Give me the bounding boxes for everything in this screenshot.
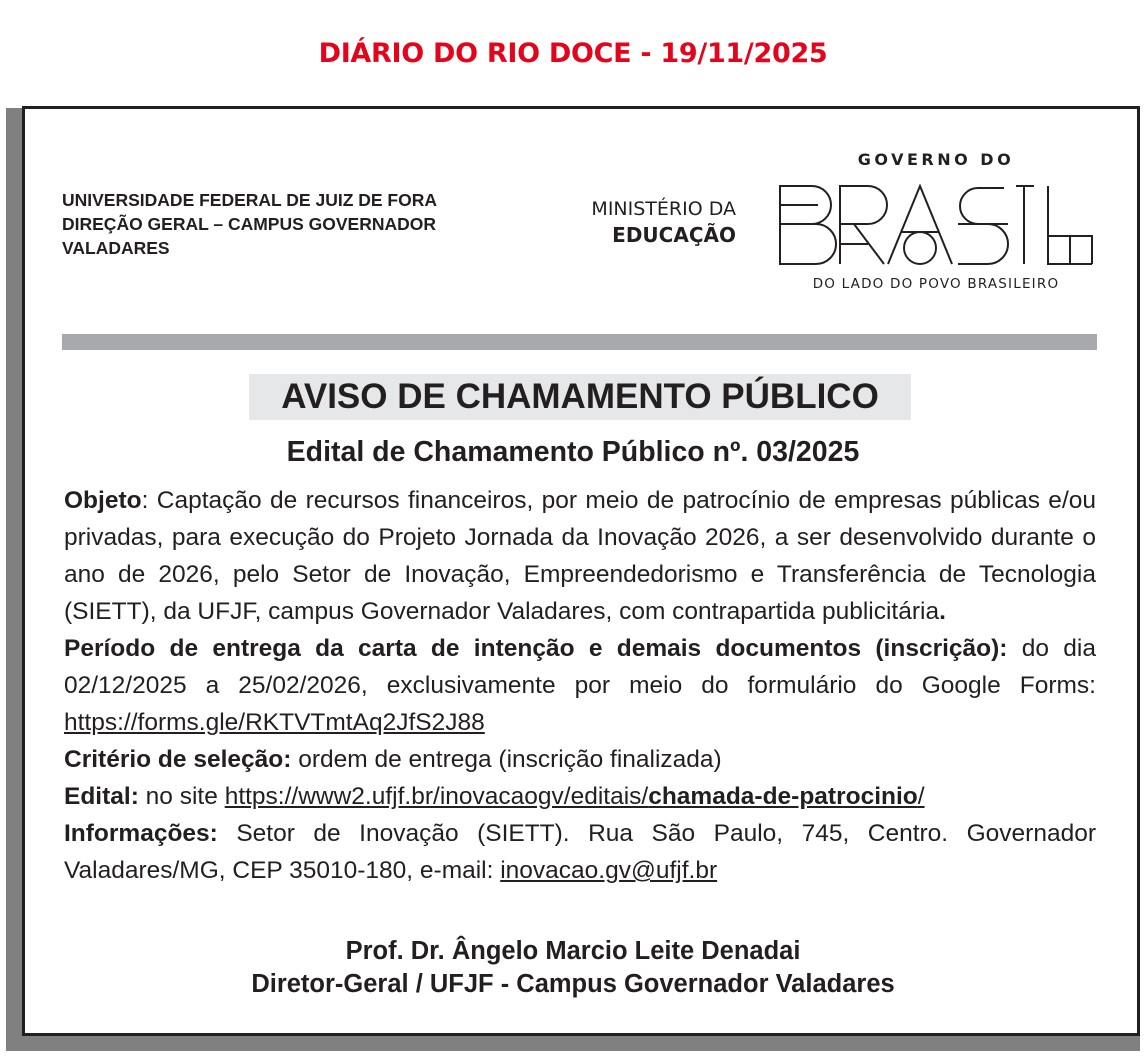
info-label: Informações:	[64, 820, 218, 847]
edital-link-base: https://www2.ufjf.br/inovacaogv/editais/	[224, 783, 649, 810]
criterio-paragraph	[64, 741, 1096, 778]
edital-paragraph	[64, 778, 1096, 815]
forms-link[interactable]: https://forms.gle/RKTVTmtAq2JfS2J88	[64, 709, 485, 736]
newspaper-header: DIÁRIO DO RIO DOCE - 19/11/2025	[318, 38, 828, 69]
info-text: Setor de Inovação (SIETT). Rua São Paulo, 745, Centro. Governador Valadares/MG, CEP 35010-180, e-mail:	[64, 820, 1096, 884]
criterio-label: Critério de seleção:	[64, 746, 292, 773]
ministry-line-1: MINISTÉRIO DA	[591, 198, 736, 220]
objeto-text: : Captação de recursos financeiros, por meio de patrocínio de empresas públicas e/ou privadas, para execução do Projeto Jornada da Inovação 2026, a ser desenvolvido durante o ano de 2026, pelo Setor de Inovação, Empreendedorismo e Transferência de Tecnologia (SIETT), da UFJF, campus Governador Valadares, com contrapartida publicitária	[64, 487, 1096, 625]
objeto-end: .	[939, 598, 946, 625]
signature-block	[0, 935, 1146, 1001]
objeto-paragraph	[64, 482, 1096, 630]
gray-divider-bar	[62, 334, 1097, 350]
university-line-2: DIREÇÃO GERAL – CAMPUS GOVERNADOR	[62, 214, 437, 234]
periodo-text: do dia 02/12/2025 a 25/02/2026, exclusivamente por meio do formulário do Google Forms:	[64, 635, 1096, 699]
ministry-line-2: EDUCAÇÃO	[612, 223, 736, 247]
email-link[interactable]: inovacao.gv@ufjf.br	[500, 857, 718, 884]
university-line-1: UNIVERSIDADE FEDERAL DE JUIZ DE FORA	[62, 190, 437, 210]
brasil-logo-wordmark	[778, 184, 1094, 266]
notice-body	[64, 482, 1096, 889]
gov-logo-top-text: GOVERNO DO	[857, 150, 1015, 169]
periodo-label: Período de entrega da carta de intenção e demais documentos (inscrição):	[64, 635, 1008, 662]
edital-link[interactable]	[225, 783, 925, 810]
edital-label: Edital:	[64, 783, 139, 810]
info-paragraph	[64, 815, 1096, 889]
edital-number: Edital de Chamamento Público nº. 03/2025	[286, 436, 860, 468]
notice-title: AVISO DE CHAMAMENTO PÚBLICO	[249, 374, 911, 420]
gov-logo-tagline: DO LADO DO POVO BRASILEIRO	[812, 276, 1060, 292]
university-block	[62, 188, 532, 260]
edital-link-bold: chamada-de-patrocinio	[648, 783, 918, 810]
periodo-paragraph	[64, 630, 1096, 741]
ministry-logo	[540, 196, 736, 248]
criterio-text: ordem de entrega (inscrição finalizada)	[291, 746, 722, 773]
signature-name: Prof. Dr. Ângelo Marcio Leite Denadai	[345, 937, 801, 965]
objeto-label: Objeto	[64, 487, 142, 514]
signature-role: Diretor-Geral / UFJF - Campus Governador Valadares	[251, 970, 895, 998]
edital-link-end: /	[917, 783, 925, 810]
edital-text: no site	[138, 783, 225, 810]
university-line-3: VALADARES	[62, 238, 170, 258]
